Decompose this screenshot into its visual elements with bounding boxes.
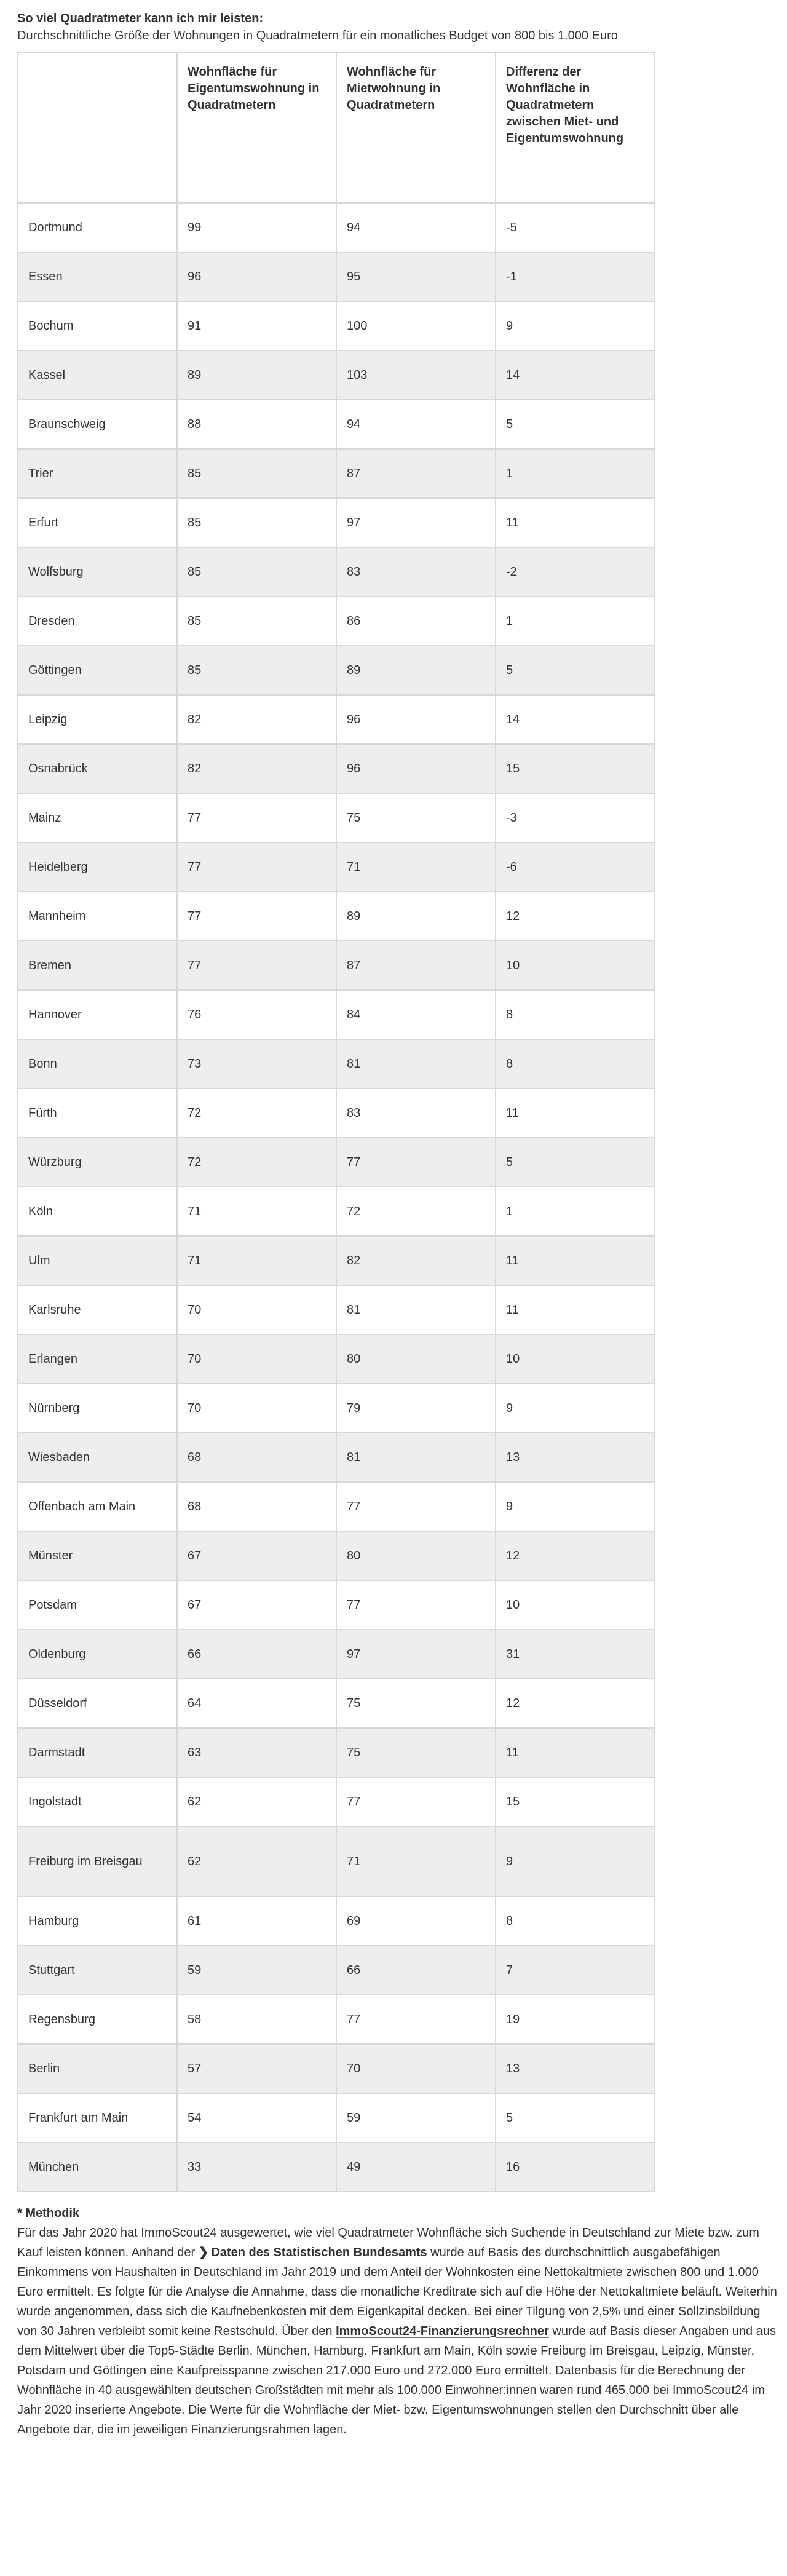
city-cell: Fürth <box>18 1088 177 1138</box>
table-row <box>18 1039 655 1088</box>
methodology-title: * Methodik <box>17 2206 80 2220</box>
rented-area-cell: 96 <box>336 744 496 793</box>
owned-area-cell: 71 <box>177 1236 336 1285</box>
owned-area-cell: 72 <box>177 1088 336 1138</box>
rented-area-cell: 77 <box>336 1995 496 2044</box>
rented-area-cell: 66 <box>336 1946 496 1995</box>
owned-area-cell: 71 <box>177 1187 336 1236</box>
table-subtitle: Durchschnittliche Größe der Wohnungen in Quadratmetern für ein monatliches Budget von 800 bis 1.000 Euro <box>17 29 618 42</box>
rented-area-cell: 87 <box>336 941 496 990</box>
rented-area-cell: 94 <box>336 203 496 252</box>
city-cell: Hannover <box>18 990 177 1039</box>
city-cell: Potsdam <box>18 1580 177 1630</box>
rented-area-cell: 97 <box>336 498 496 547</box>
city-cell: Hamburg <box>18 1896 177 1946</box>
table-title: So viel Quadratmeter kann ich mir leisten: <box>17 12 264 25</box>
rented-area-cell: 81 <box>336 1039 496 1088</box>
table-row <box>18 1187 655 1236</box>
rented-area-cell: 80 <box>336 1334 496 1384</box>
table-row <box>18 1531 655 1580</box>
methodology-text-part-3: wurde auf Basis dieser Angaben und aus dem Mittelwert über die Top5-Städte Berlin, München, Hamburg, Frankfurt am Main, Köln sowie Freiburg im Breisgau, Leipzig, Münster, Potsdam und Göttingen eine Kaufpreisspanne zwischen 217.000 Euro und 272.000 Euro ermittelt. Datenbasis für die Berechnung der Wohnfläche in 40 ausgewählten deutschen Großstädten mit mehr als 100.000 Einwohner:innen waren rund 465.000 bei ImmoScout24 im Jahr 2020 inserierte Angebote. Die Werte für die Wohnfläche der Miet- bzw. Eigentumswohnungen stellen den Durchschnitt über alle Angebote dar, die im jeweiligen Finanzierungsrahmen lagen. <box>17 2324 776 2436</box>
rented-area-cell: 71 <box>336 1826 496 1896</box>
table-row <box>18 252 655 301</box>
city-cell: Würzburg <box>18 1138 177 1187</box>
owned-area-cell: 33 <box>177 2142 336 2192</box>
table-row <box>18 892 655 941</box>
table-row <box>18 2093 655 2142</box>
city-cell: Kassel <box>18 351 177 400</box>
owned-area-cell: 76 <box>177 990 336 1039</box>
table-row <box>18 2142 655 2192</box>
table-row <box>18 1482 655 1531</box>
owned-area-cell: 67 <box>177 1531 336 1580</box>
rented-area-cell: 70 <box>336 2044 496 2093</box>
city-cell: Trier <box>18 449 177 498</box>
rented-area-cell: 95 <box>336 252 496 301</box>
table-row <box>18 646 655 695</box>
table-row <box>18 1384 655 1433</box>
difference-cell: -1 <box>496 252 655 301</box>
table-row <box>18 1946 655 1995</box>
table-row <box>18 1334 655 1384</box>
rented-area-cell: 89 <box>336 646 496 695</box>
owned-area-cell: 62 <box>177 1777 336 1826</box>
owned-area-cell: 73 <box>177 1039 336 1088</box>
city-cell: Braunschweig <box>18 400 177 449</box>
difference-cell: -2 <box>496 547 655 596</box>
difference-cell: 8 <box>496 1896 655 1946</box>
owned-area-cell: 85 <box>177 596 336 646</box>
rented-area-cell: 71 <box>336 842 496 892</box>
difference-cell: 11 <box>496 1088 655 1138</box>
rented-area-cell: 94 <box>336 400 496 449</box>
owned-area-cell: 85 <box>177 646 336 695</box>
table-row <box>18 695 655 744</box>
city-cell: Osnabrück <box>18 744 177 793</box>
table-row <box>18 1896 655 1946</box>
rented-area-cell: 87 <box>336 449 496 498</box>
owned-area-cell: 91 <box>177 301 336 351</box>
difference-cell: 15 <box>496 744 655 793</box>
rented-area-cell: 77 <box>336 1138 496 1187</box>
city-cell: Freiburg im Breisgau <box>18 1826 177 1896</box>
city-cell: Ingolstadt <box>18 1777 177 1826</box>
difference-cell: 5 <box>496 400 655 449</box>
rented-area-cell: 79 <box>336 1384 496 1433</box>
city-cell: Essen <box>18 252 177 301</box>
table-row <box>18 1580 655 1630</box>
table-row <box>18 203 655 252</box>
rented-area-cell: 81 <box>336 1433 496 1482</box>
column-header-rented: Wohnfläche für Mietwohnung in Quadratmetern <box>336 52 496 203</box>
city-cell: Bochum <box>18 301 177 351</box>
financing-calculator-link[interactable]: ImmoScout24-Finanzierungsrechner <box>336 2324 549 2338</box>
city-cell: Regensburg <box>18 1995 177 2044</box>
owned-area-cell: 68 <box>177 1482 336 1531</box>
table-row <box>18 990 655 1039</box>
rented-area-cell: 75 <box>336 1728 496 1777</box>
difference-cell: 13 <box>496 2044 655 2093</box>
difference-cell: 14 <box>496 351 655 400</box>
owned-area-cell: 68 <box>177 1433 336 1482</box>
difference-cell: 31 <box>496 1630 655 1679</box>
city-cell: Offenbach am Main <box>18 1482 177 1531</box>
owned-area-cell: 64 <box>177 1679 336 1728</box>
column-header-owned: Wohnfläche für Eigentumswohnung in Quadratmetern <box>177 52 336 203</box>
city-cell: Leipzig <box>18 695 177 744</box>
rented-area-cell: 84 <box>336 990 496 1039</box>
column-header-difference: Differenz der Wohnfläche in Quadratmetern zwischen Miet- und Eigentumswohnung <box>496 52 655 203</box>
difference-cell: 5 <box>496 1138 655 1187</box>
city-cell: Nürnberg <box>18 1384 177 1433</box>
table-row <box>18 793 655 842</box>
rented-area-cell: 96 <box>336 695 496 744</box>
chevron-right-icon: ❯ <box>198 2246 209 2259</box>
rented-area-cell: 77 <box>336 1777 496 1826</box>
difference-cell: -3 <box>496 793 655 842</box>
difference-cell: 12 <box>496 892 655 941</box>
difference-cell: 9 <box>496 1826 655 1896</box>
city-cell: Erlangen <box>18 1334 177 1384</box>
difference-cell: 10 <box>496 1580 655 1630</box>
owned-area-cell: 70 <box>177 1384 336 1433</box>
column-header-city <box>18 52 177 203</box>
rented-area-cell: 77 <box>336 1580 496 1630</box>
table-row <box>18 351 655 400</box>
table-row <box>18 1995 655 2044</box>
owned-area-cell: 61 <box>177 1896 336 1946</box>
difference-cell: 10 <box>496 941 655 990</box>
rented-area-cell: 97 <box>336 1630 496 1679</box>
table-row <box>18 1285 655 1334</box>
city-cell: München <box>18 2142 177 2192</box>
owned-area-cell: 70 <box>177 1285 336 1334</box>
table-row <box>18 1236 655 1285</box>
table-row <box>18 1630 655 1679</box>
table-row <box>18 1777 655 1826</box>
city-cell: Mainz <box>18 793 177 842</box>
city-cell: Wolfsburg <box>18 547 177 596</box>
difference-cell: -6 <box>496 842 655 892</box>
city-cell: Stuttgart <box>18 1946 177 1995</box>
owned-area-cell: 96 <box>177 252 336 301</box>
owned-area-cell: 77 <box>177 793 336 842</box>
rented-area-cell: 86 <box>336 596 496 646</box>
difference-cell: 11 <box>496 1236 655 1285</box>
difference-cell: 12 <box>496 1679 655 1728</box>
owned-area-cell: 54 <box>177 2093 336 2142</box>
table-row <box>18 2044 655 2093</box>
owned-area-cell: 89 <box>177 351 336 400</box>
owned-area-cell: 62 <box>177 1826 336 1896</box>
table-body <box>18 203 655 2192</box>
owned-area-cell: 85 <box>177 547 336 596</box>
owned-area-cell: 88 <box>177 400 336 449</box>
difference-cell: 1 <box>496 596 655 646</box>
city-cell: Oldenburg <box>18 1630 177 1679</box>
city-cell: Karlsruhe <box>18 1285 177 1334</box>
table-row <box>18 400 655 449</box>
difference-cell: 15 <box>496 1777 655 1826</box>
owned-area-cell: 67 <box>177 1580 336 1630</box>
table-header <box>18 52 655 203</box>
city-cell: Bremen <box>18 941 177 990</box>
rented-area-cell: 81 <box>336 1285 496 1334</box>
table-row <box>18 1138 655 1187</box>
difference-cell: 16 <box>496 2142 655 2192</box>
owned-area-cell: 59 <box>177 1946 336 1995</box>
methodology-text <box>17 2223 777 2439</box>
rented-area-cell: 103 <box>336 351 496 400</box>
owned-area-cell: 77 <box>177 842 336 892</box>
table-row <box>18 744 655 793</box>
table-row <box>18 301 655 351</box>
difference-cell: 11 <box>496 1285 655 1334</box>
city-cell: Göttingen <box>18 646 177 695</box>
difference-cell: 8 <box>496 1039 655 1088</box>
difference-cell: 8 <box>496 990 655 1039</box>
city-cell: Ulm <box>18 1236 177 1285</box>
city-cell: Bonn <box>18 1039 177 1088</box>
difference-cell: 11 <box>496 498 655 547</box>
owned-area-cell: 66 <box>177 1630 336 1679</box>
difference-cell: -5 <box>496 203 655 252</box>
owned-area-cell: 85 <box>177 449 336 498</box>
owned-area-cell: 70 <box>177 1334 336 1384</box>
city-cell: Mannheim <box>18 892 177 941</box>
city-cell: Münster <box>18 1531 177 1580</box>
difference-cell: 13 <box>496 1433 655 1482</box>
difference-cell: 1 <box>496 449 655 498</box>
owned-area-cell: 77 <box>177 892 336 941</box>
rented-area-cell: 69 <box>336 1896 496 1946</box>
difference-cell: 7 <box>496 1946 655 1995</box>
rented-area-cell: 100 <box>336 301 496 351</box>
owned-area-cell: 63 <box>177 1728 336 1777</box>
table-header-row <box>18 52 655 203</box>
difference-cell: 14 <box>496 695 655 744</box>
table-row <box>18 547 655 596</box>
methodology-text-part-2: wurde auf Basis des durchschnittlich ausgabefähigen Einkommens von Haushalten in Deutschland im Jahr 2019 und dem Anteil der Wohnkosten eine Nettokaltmiete zwischen 800 und 1.000 Euro ermittelt. Es folgte für die Analyse die Annahme, dass die monatliche Kreditrate sich auf die Höhe der Nettokaltmiete beläuft. Weiterhin wurde angenommen, dass sich die Kaufnebenkosten mit dem Eigenkapital decken. Bei einer Tilgung von 2,5% und einer Sollzinsbildung von 30 Jahren verbleibt somit keine Restschuld. Über den <box>17 2246 777 2338</box>
city-cell: Dortmund <box>18 203 177 252</box>
difference-cell: 11 <box>496 1728 655 1777</box>
difference-cell: 10 <box>496 1334 655 1384</box>
table-row <box>18 1433 655 1482</box>
difference-cell: 12 <box>496 1531 655 1580</box>
owned-area-cell: 82 <box>177 695 336 744</box>
owned-area-cell: 72 <box>177 1138 336 1187</box>
table-row <box>18 596 655 646</box>
owned-area-cell: 57 <box>177 2044 336 2093</box>
table-row <box>18 498 655 547</box>
city-cell: Heidelberg <box>18 842 177 892</box>
owned-area-cell: 77 <box>177 941 336 990</box>
rented-area-cell: 82 <box>336 1236 496 1285</box>
difference-cell: 9 <box>496 1482 655 1531</box>
rented-area-cell: 83 <box>336 547 496 596</box>
living-space-table <box>17 52 655 2192</box>
difference-cell: 5 <box>496 2093 655 2142</box>
difference-cell: 9 <box>496 1384 655 1433</box>
difference-cell: 19 <box>496 1995 655 2044</box>
table-row <box>18 1826 655 1896</box>
city-cell: Frankfurt am Main <box>18 2093 177 2142</box>
city-cell: Berlin <box>18 2044 177 2093</box>
city-cell: Erfurt <box>18 498 177 547</box>
destatis-link[interactable]: Daten des Statistischen Bundesamts <box>211 2246 427 2259</box>
rented-area-cell: 83 <box>336 1088 496 1138</box>
table-row <box>18 449 655 498</box>
rented-area-cell: 72 <box>336 1187 496 1236</box>
owned-area-cell: 99 <box>177 203 336 252</box>
table-row <box>18 941 655 990</box>
difference-cell: 1 <box>496 1187 655 1236</box>
difference-cell: 9 <box>496 301 655 351</box>
table-row <box>18 1728 655 1777</box>
city-cell: Wiesbaden <box>18 1433 177 1482</box>
rented-area-cell: 89 <box>336 892 496 941</box>
rented-area-cell: 77 <box>336 1482 496 1531</box>
owned-area-cell: 82 <box>177 744 336 793</box>
table-row <box>18 1679 655 1728</box>
rented-area-cell: 75 <box>336 1679 496 1728</box>
rented-area-cell: 75 <box>336 793 496 842</box>
difference-cell: 5 <box>496 646 655 695</box>
table-row <box>18 1088 655 1138</box>
owned-area-cell: 85 <box>177 498 336 547</box>
city-cell: Köln <box>18 1187 177 1236</box>
city-cell: Düsseldorf <box>18 1679 177 1728</box>
city-cell: Darmstadt <box>18 1728 177 1777</box>
methodology-text-part-1: Für das Jahr 2020 hat ImmoScout24 ausgewertet, wie viel Quadratmeter Wohnfläche sich Suchende in Deutschland zur Miete bzw. zum Kauf leisten können. Anhand der <box>17 2226 759 2259</box>
rented-area-cell: 80 <box>336 1531 496 1580</box>
methodology-section <box>17 2203 777 2439</box>
table-row <box>18 842 655 892</box>
rented-area-cell: 49 <box>336 2142 496 2192</box>
owned-area-cell: 58 <box>177 1995 336 2044</box>
rented-area-cell: 59 <box>336 2093 496 2142</box>
city-cell: Dresden <box>18 596 177 646</box>
